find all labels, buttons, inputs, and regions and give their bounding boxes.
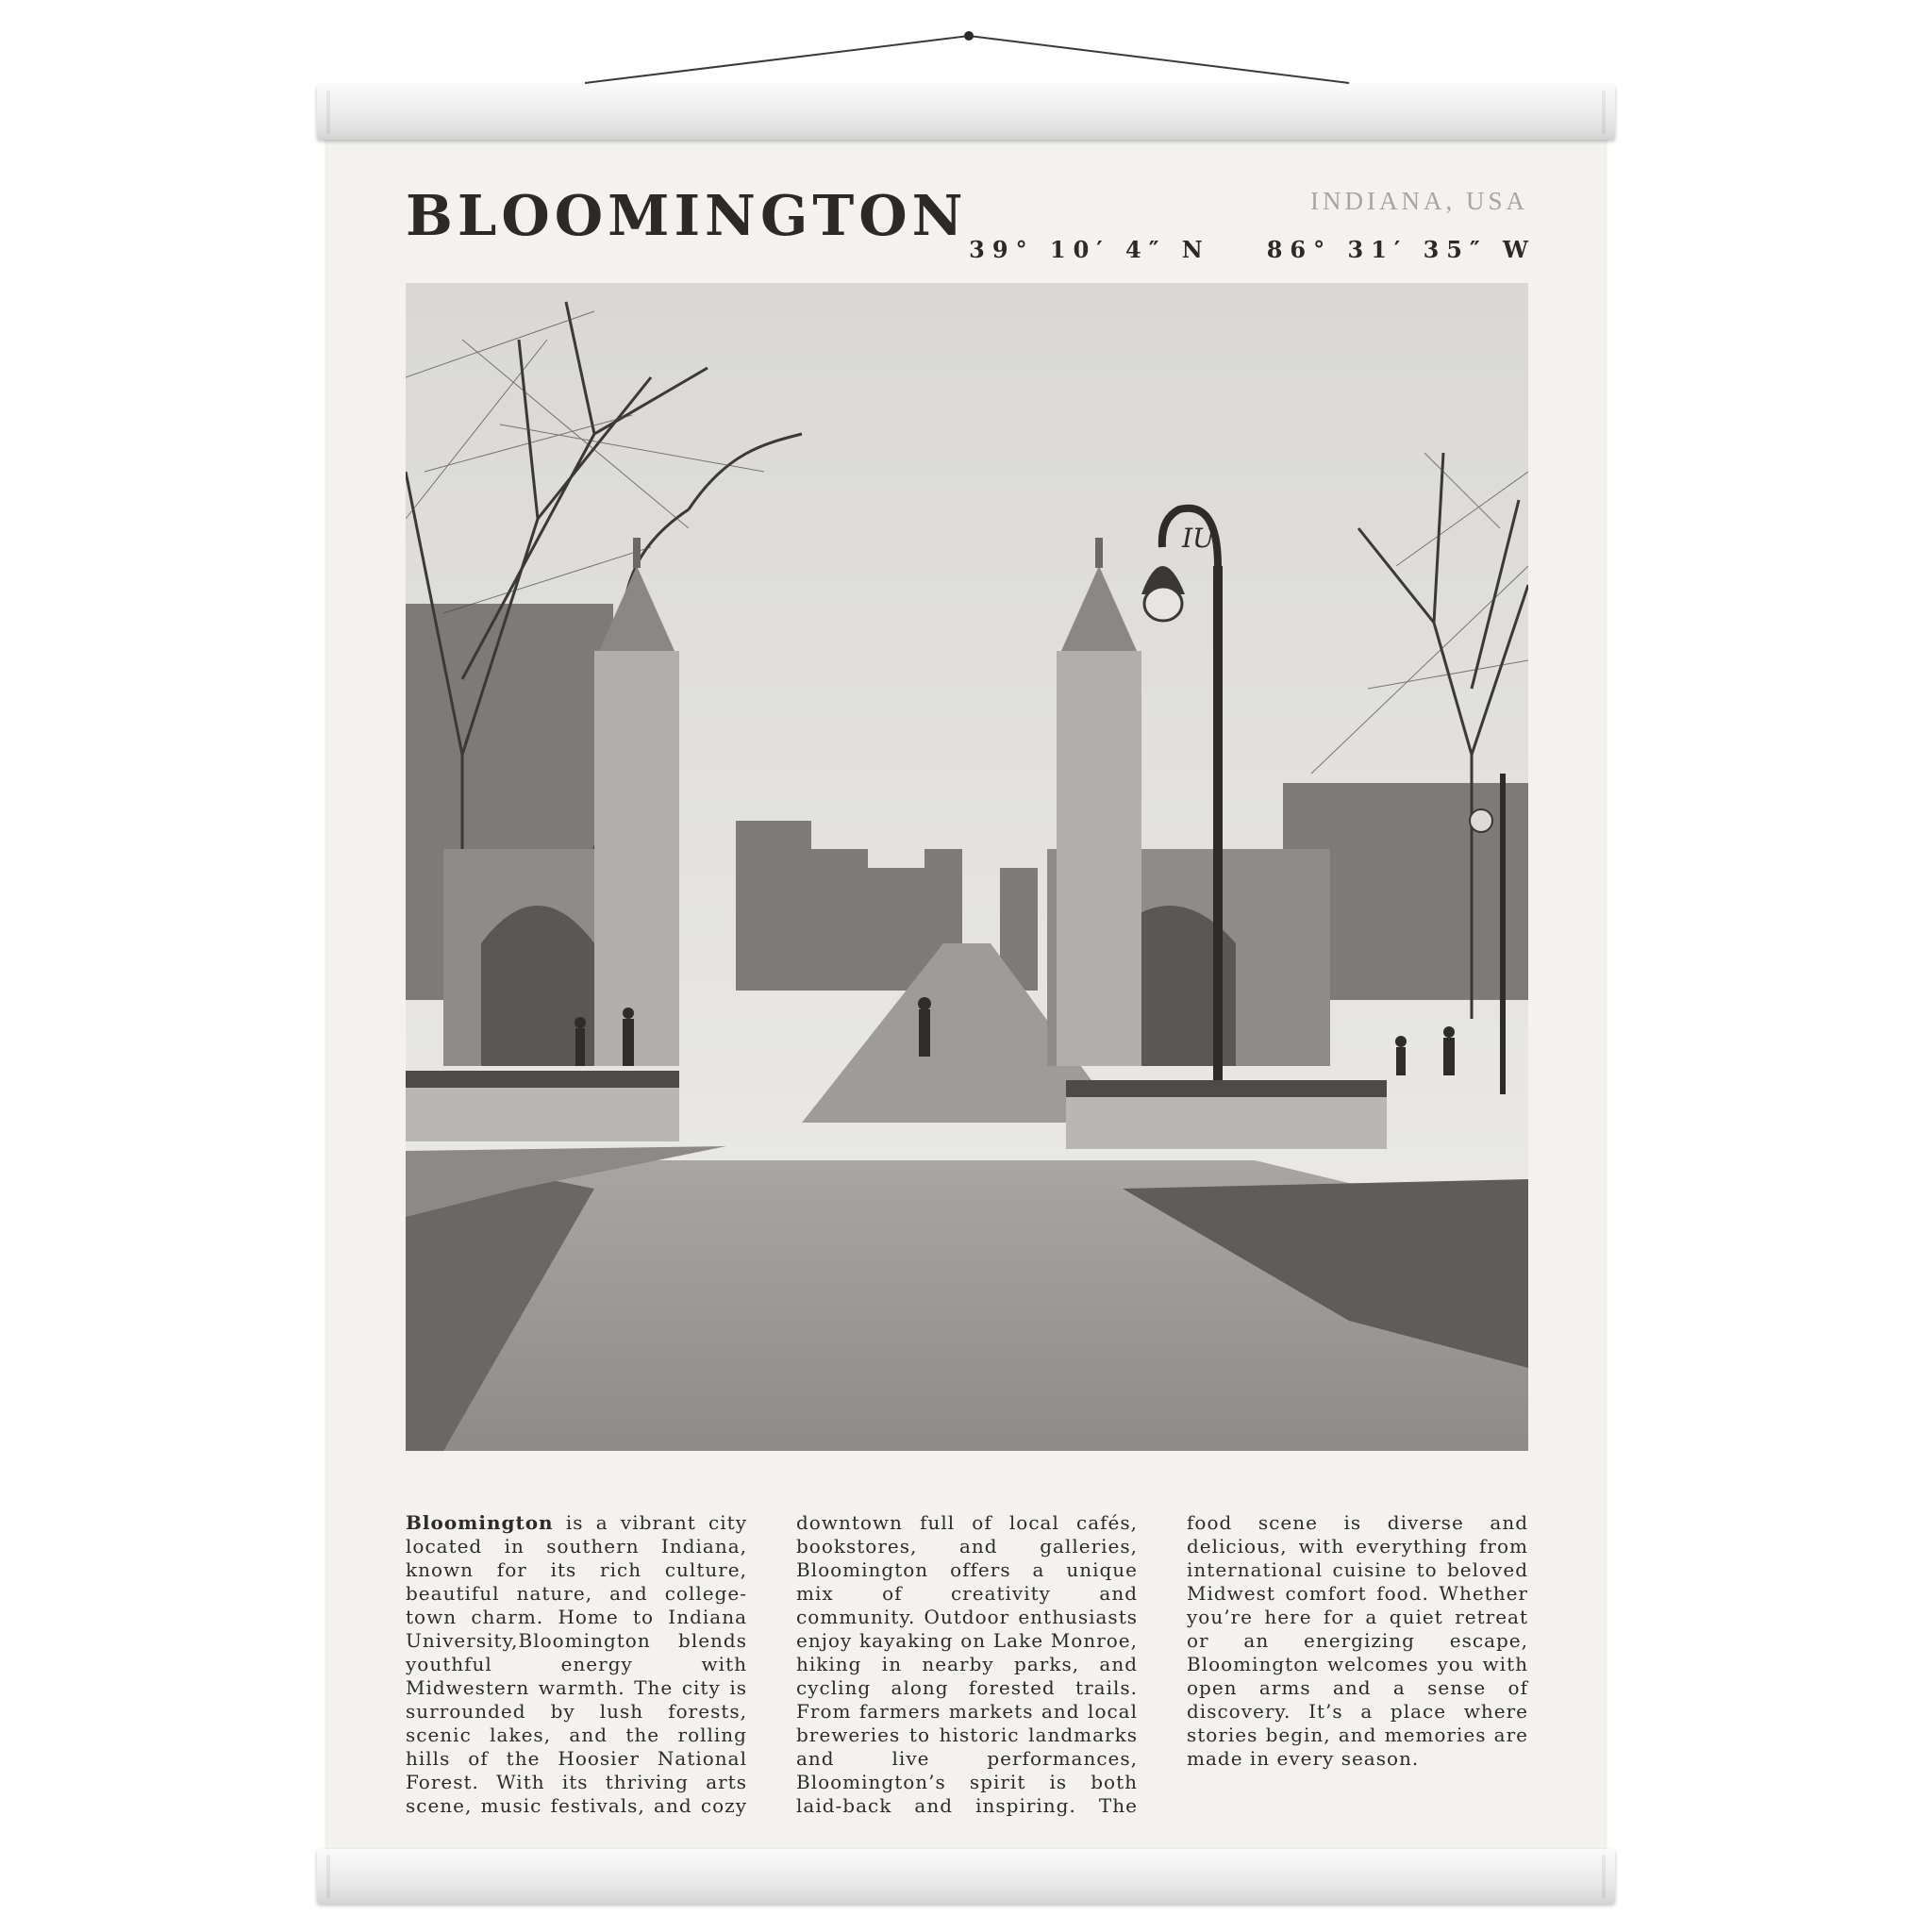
city-title: BLOOMINGTON xyxy=(406,183,968,248)
description-body: is a vibrant city located in southern Indiana, known for its rich culture, beautiful nature, and college-town charm. Home to Indiana University,Bloomington blends youthful energy with Midwestern warmth. The city is surrounded by lush forests, scenic lakes, and the rolling hills of the Hoosier National Forest. With its thriving arts scene, music festivals, and cozy downtown full of local cafés, bookstores, and galleries, Bloomington offers a unique mix of creativity and community. Outdoor enthusiasts enjoy kayaking on Lake Monroe, hiking in nearby parks, and cycling along forested trails. From farmers markets and local breweries to historic landmarks and live performances, Bloomington’s spirit is both laid-back and inspiring. The food scene is diverse and delicious, with everything from international cuisine to beloved Midwest comfort food. Whether you’re here for a quiet retreat or an energizing escape, Bloomington welcomes you with open arms and a sense of discovery. It’s a place where stories begin, and memories are made in every season. xyxy=(406,1511,1528,1817)
lamp-emblem: IU xyxy=(1182,523,1215,554)
longitude: 86° 31′ 35″ W xyxy=(1266,236,1536,263)
description-text xyxy=(406,1511,1528,1907)
description-lead: Bloomington xyxy=(406,1511,554,1534)
coordinates xyxy=(969,236,1536,263)
state-country-label: INDIANA, USA xyxy=(1310,187,1528,215)
gate-photo xyxy=(406,283,1528,1451)
poster xyxy=(326,109,1606,1879)
latitude: 39° 10′ 4″ N xyxy=(969,236,1210,263)
nail-icon xyxy=(964,31,974,41)
top-hanger-rail xyxy=(317,85,1615,140)
bottom-hanger-rail xyxy=(317,1849,1615,1904)
